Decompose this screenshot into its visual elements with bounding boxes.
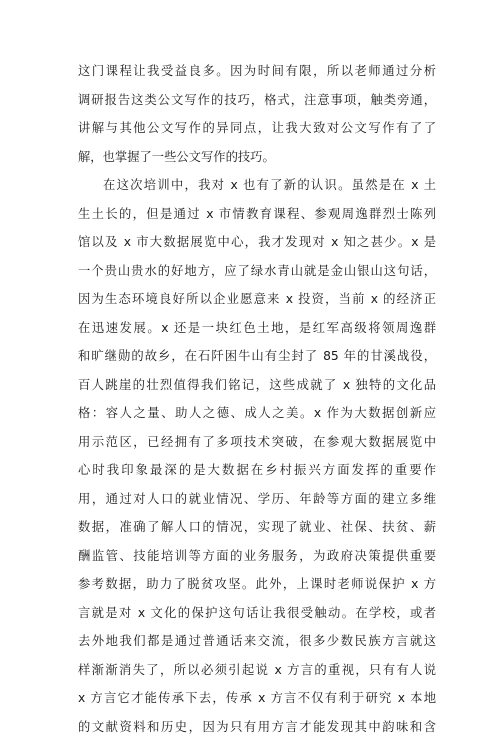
text-line: 用，通过对人口的就业情况、学历、年龄等方面的建立多维 (78, 485, 436, 514)
text-line: 数据，准确了解人口的情况，实现了就业、社保、扶贫、薪 (78, 513, 436, 542)
text-line: 心时我印象最深的是大数据在乡村振兴方面发挥的重要作 (78, 456, 436, 485)
text-line: 调研报告这类公文写作的技巧，格式，注意事项，触类旁通， (78, 86, 436, 115)
text-line: 酬监管、技能培训等方面的业务服务，为政府决策提供重要 (78, 542, 436, 571)
text-line: x 方言它才能传承下去，传承 x 方言不仅有利于研究 x 本地 (78, 684, 436, 713)
text-line: 用示范区，已经拥有了多项技术突破，在参观大数据展览中 (78, 428, 436, 457)
text-line: 因为生态环境良好所以企业愿意来 x 投资，当前 x 的经济正 (78, 285, 436, 314)
text-line: 馆以及 x 市大数据展览中心，我才发现对 x 知之甚少。x 是 (78, 228, 436, 257)
text-line: 这门课程让我受益良多。因为时间有限，所以老师通过分析 (78, 57, 436, 86)
text-line: 样渐渐消失了，所以必须引起说 x 方言的重视，只有有人说 (78, 656, 436, 685)
text-line: 生土长的，但是通过 x 市情教育课程、参观周逸群烈士陈列 (78, 200, 436, 229)
text-line: 和旷继勋的故乡，在石阡困牛山有尘封了 85 年的甘溪战役， (78, 342, 436, 371)
text-line: 百人跳崖的壮烈值得我们铭记，这些成就了 x 独特的文化品 (78, 371, 436, 400)
text-line: 解，也掌握了一些公文写作的技巧。 (78, 143, 436, 172)
text-line: 讲解与其他公文写作的异同点，让我大致对公文写作有了了 (78, 114, 436, 143)
text-line: 参考数据，助力了脱贫攻坚。此外，上课时老师说保护 x 方 (78, 570, 436, 599)
text-line: 言就是对 x 文化的保护这句话让我很受触动。在学校，或者 (78, 599, 436, 628)
text-line: 在这次培训中，我对 x 也有了新的认识。虽然是在 x 土 (78, 171, 436, 200)
text-line: 在迅速发展。x 还是一块红色土地，是红军高级将领周逸群 (78, 314, 436, 343)
document-body (78, 57, 436, 741)
text-line: 一个贵山贵水的好地方，应了绿水青山就是金山银山这句话， (78, 257, 436, 286)
text-line: 的文献资料和历史，因为只有用方言才能发现其中韵味和含 (78, 713, 436, 741)
text-line: 格：容人之量、助人之德、成人之美。x 作为大数据创新应 (78, 399, 436, 428)
text-line: 去外地我们都是通过普通话来交流，很多少数民族方言就这 (78, 627, 436, 656)
